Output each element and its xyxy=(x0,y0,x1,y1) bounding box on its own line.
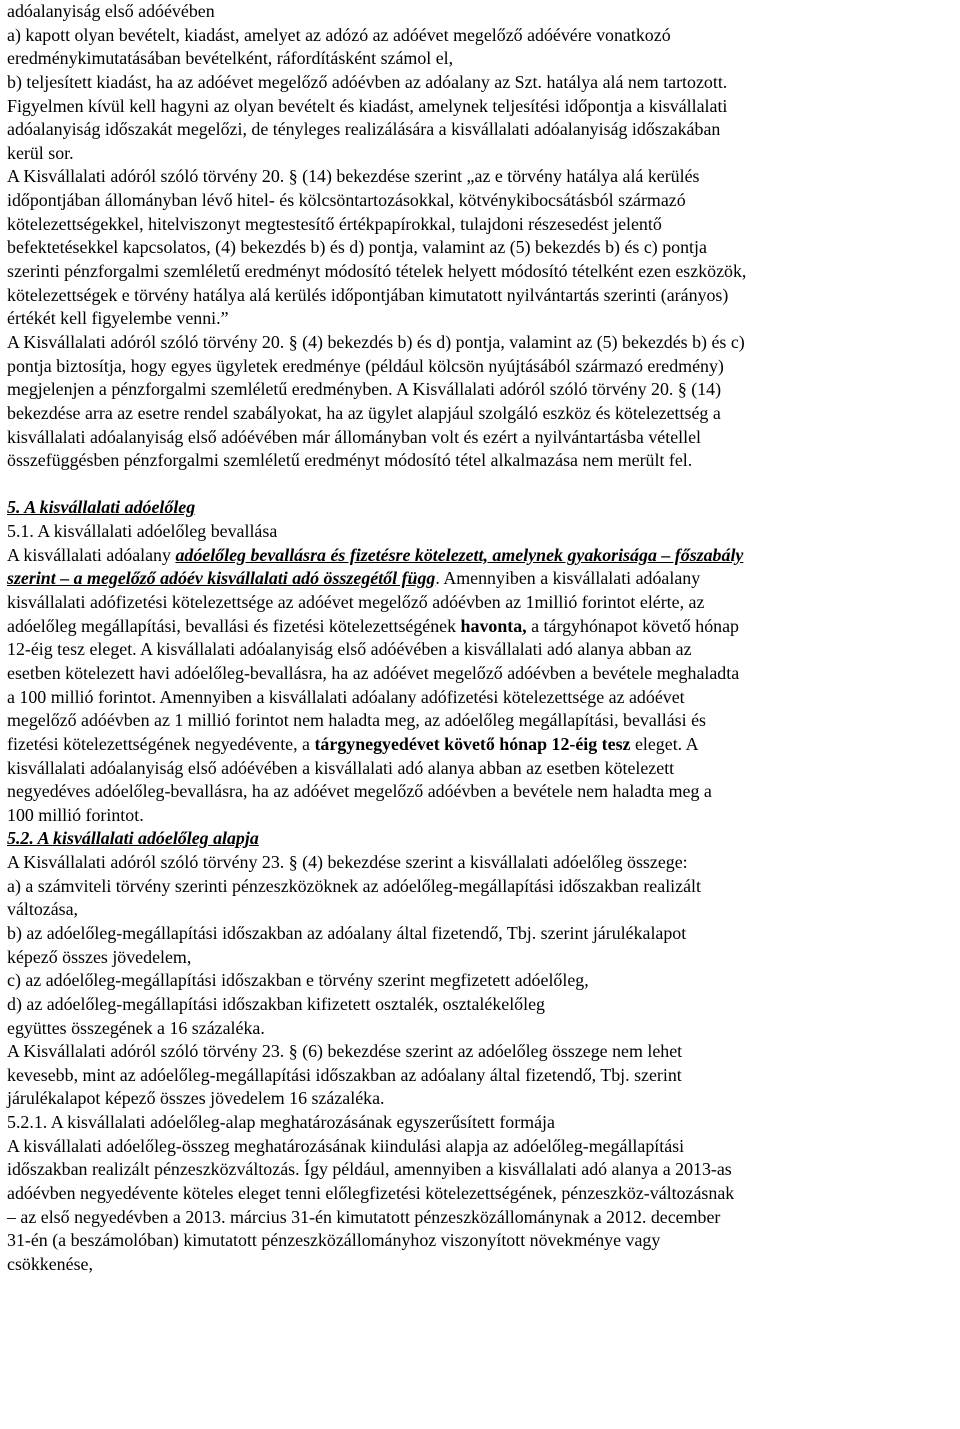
emphasized-text: szerint – a megelőző adóév kisvállalati adó összegétől függ xyxy=(7,568,436,589)
text-line: – az első negyedévben a 2013. március 31-én kimutatott pénzeszközállománynak a 2012. december xyxy=(7,1206,721,1227)
text-line: összefüggésben pénzforgalmi szemléletű eredményt módosító tétel alkalmazása nem merült fel. xyxy=(7,450,693,471)
text-line: a) kapott olyan bevételt, kiadást, amelyet az adózó az adóévet megelőző adóévére vonatkozó xyxy=(7,24,671,45)
text-line: 100 millió forintot. xyxy=(7,804,144,825)
text-run: A kisvállalati adóalany xyxy=(7,544,176,565)
text-run: adóelőleg megállapítási, bevallási és fizetési kötelezettségének xyxy=(7,615,461,636)
text-line: kevesebb, mint az adóelőleg-megállapítási időszakban az adóalany által fizetendő, Tbj. szerint xyxy=(7,1064,682,1085)
text-line: pontja biztosítja, hogy egyes ügyletek eredménye (például kölcsön nyújtásából származó eredmény) xyxy=(7,355,724,376)
text-run: . Amennyiben a kisvállalati adóalany xyxy=(435,568,701,589)
text-run: fizetési kötelezettségének negyedévente, a xyxy=(7,733,315,754)
text-line: kisvállalati adóalanyiság első adóévében a kisvállalati adó alanya abban az esetben kötelezett xyxy=(7,757,675,778)
text-line: változása, xyxy=(7,899,79,920)
text-run: a tárgyhónapot követő hónap xyxy=(526,615,739,636)
text-line: kisvállalati adóalanyiság első adóévében már állományban volt és ezért a nyilvántartásba vétellel xyxy=(7,426,701,447)
text-line: c) az adóelőleg-megállapítási időszakban e törvény szerint megfizetett adóelőleg, xyxy=(7,970,589,991)
subsection-heading-5-1: 5.1. A kisvállalati adóelőleg bevallása xyxy=(7,521,278,542)
text-line: A Kisvállalati adóról szóló törvény 23. § (6) bekezdése szerint az adóelőleg összege nem lehet xyxy=(7,1041,683,1062)
text-line: megjelenjen a pénzforgalmi szemléletű eredményben. A Kisvállalati adóról szóló törvény 20. § (14) xyxy=(7,379,722,400)
text-line: b) az adóelőleg-megállapítási időszakban az adóalany által fizetendő, Tbj. szerint járulékalapot xyxy=(7,922,687,943)
text-line: kötelezettségekkel, hitelviszonyt megtestesítő értékpapírokkal, tulajdoni részesedést jelentő xyxy=(7,213,662,234)
text-line: d) az adóelőleg-megállapítási időszakban kifizetett osztalék, osztalékelőleg xyxy=(7,993,545,1014)
text-line: adóalanyiság első adóévében xyxy=(7,1,215,21)
text-line: kerül sor. xyxy=(7,142,74,163)
text-line: befektetésekkel kapcsolatos, (4) bekezdés b) és d) pontja, valamint az (5) bekezdés b) és c) pontja xyxy=(7,237,707,258)
text-line xyxy=(7,615,953,639)
text-line: eredménykimutatásában bevételként, ráfordításként számol el, xyxy=(7,48,454,69)
text-line: esetben kötelezett havi adóelőleg-bevallásra, ha az adóévet megelőző adóévben a bevétele meghaladta xyxy=(7,662,740,683)
text-line: A kisvállalati adóelőleg-összeg meghatározásának kiindulási alapja az adóelőleg-megállapítási xyxy=(7,1135,685,1156)
text-line: adóalanyiság időszakát megelőzi, de tényleges realizálására a kisvállalati adóalanyiság időszakában xyxy=(7,119,721,140)
text-line: A Kisvállalati adóról szóló törvény 20. § (14) bekezdése szerint „az e törvény hatálya alá kerülés xyxy=(7,166,700,187)
text-line: A Kisvállalati adóról szóló törvény 23. § (4) bekezdése szerint a kisvállalati adóelőleg összege: xyxy=(7,852,688,873)
blank-line xyxy=(7,473,953,497)
text-line xyxy=(7,544,953,568)
bold-text: tárgynegyedévet követő hónap 12-éig tesz xyxy=(314,733,631,754)
subsection-heading-5-2: 5.2. A kisvállalati adóelőleg alapja xyxy=(7,828,259,849)
text-line: kisvállalati adófizetési kötelezettsége az adóévet megelőző adóévben az 1millió forintot elérte, az xyxy=(7,592,705,613)
text-line: negyedéves adóelőleg-bevallásra, ha az adóévet megelőző adóévben a bevétele nem haladta meg a xyxy=(7,781,712,802)
text-line: időpontjában állományban lévő hitel- és kölcsöntartozásokkal, kötvénykibocsátásból származó xyxy=(7,190,686,211)
text-line: bekezdése arra az esetre rendel szabályokat, ha az ügylet alapjául szolgáló eszköz és kötelezettség a xyxy=(7,402,721,423)
text-line: kötelezettségek e törvény hatálya alá kerülés időpontjában kimutatott nyilvántartás szerinti (arányos) xyxy=(7,284,729,305)
document-page xyxy=(7,0,953,1277)
text-line: 12-éig tesz eleget. A kisvállalati adóalanyiság első adóévében a kisvállalati adó alanya abban az xyxy=(7,639,692,660)
text-line: szerinti pénzforgalmi szemléletű eredményt módosító tételek helyett módosító tételként ezen eszközök, xyxy=(7,261,747,282)
text-line: Figyelmen kívül kell hagyni az olyan bevételt és kiadást, amelynek teljesítési időpontja a kisvállalati xyxy=(7,95,728,116)
text-line: a) a számviteli törvény szerinti pénzeszközöknek az adóelőleg-megállapítási időszakban realizált xyxy=(7,875,701,896)
emphasized-text: adóelőleg bevallásra és fizetésre kötelezett, amelynek gyakorisága – főszabály xyxy=(175,544,744,565)
text-line: a 100 millió forintot. Amennyiben a kisvállalati adóalany adófizetési kötelezettsége az adóévet xyxy=(7,686,685,707)
text-line: 31-én (a beszámolóban) kimutatott pénzeszközállományhoz viszonyított növekménye vagy xyxy=(7,1230,661,1251)
text-line: járulékalapot képező összes jövedelem 16 százaléka. xyxy=(7,1088,385,1109)
text-line: értékét kell figyelembe venni.” xyxy=(7,308,229,329)
text-line: adóévben negyedévente köteles eleget tenni előlegfizetési kötelezettségének, pénzeszköz-változásnak xyxy=(7,1183,735,1204)
text-line: b) teljesített kiadást, ha az adóévet megelőző adóévben az adóalany az Szt. hatálya alá nem tartozott. xyxy=(7,71,728,92)
subsection-heading-5-2-1: 5.2.1. A kisvállalati adóelőleg-alap meghatározásának egyszerűsített formája xyxy=(7,1112,555,1133)
text-line: együttes összegének a 16 százaléka. xyxy=(7,1017,265,1038)
text-line: képező összes jövedelem, xyxy=(7,946,192,967)
text-line xyxy=(7,567,953,591)
section-heading-5: 5. A kisvállalati adóelőleg xyxy=(7,497,196,518)
text-line: időszakban realizált pénzeszközváltozás. Így például, amennyiben a kisvállalati adó alanya a 2013-as xyxy=(7,1159,732,1180)
text-run: eleget. A xyxy=(630,733,699,754)
bold-text: havonta, xyxy=(460,615,527,636)
text-line: megelőző adóévben az 1 millió forintot nem haladta meg, az adóelőleg megállapítási, bevallási és xyxy=(7,710,706,731)
text-line xyxy=(7,733,953,757)
text-line: A Kisvállalati adóról szóló törvény 20. § (4) bekezdés b) és d) pontja, valamint az (5) bekezdés b) és c) xyxy=(7,331,745,352)
text-line: csökkenése, xyxy=(7,1253,93,1274)
